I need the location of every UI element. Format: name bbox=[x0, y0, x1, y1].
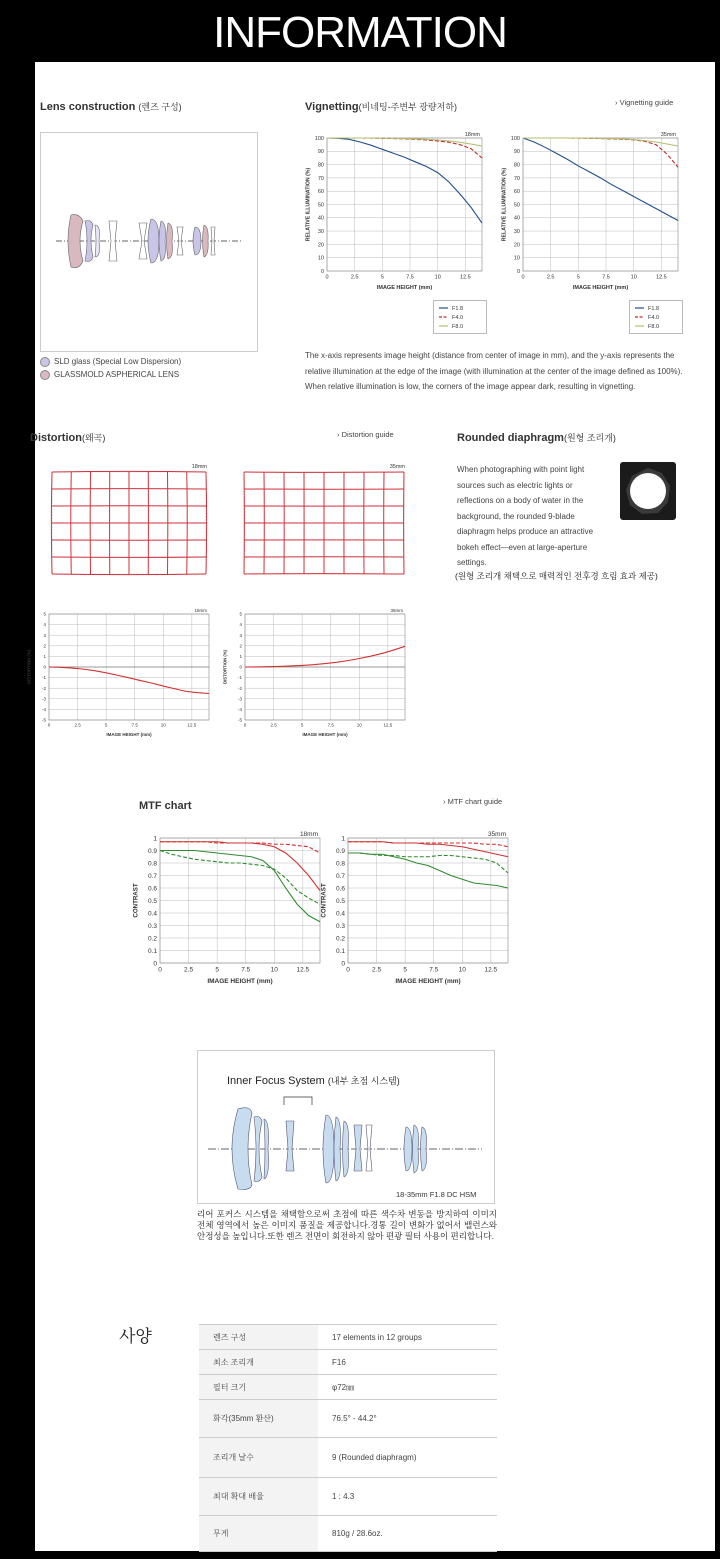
series-line-1 bbox=[327, 138, 482, 158]
y-tick-label: 60 bbox=[317, 189, 324, 196]
y-tick-label: 0.5 bbox=[335, 897, 345, 905]
x-axis-label: IMAGE HEIGHT (mm) bbox=[106, 732, 152, 737]
x-tick-label: 2.5 bbox=[372, 966, 382, 974]
x-tick-label: 10 bbox=[630, 274, 637, 281]
x-tick-label: 2.5 bbox=[546, 274, 555, 281]
lens-construction-heading bbox=[40, 100, 182, 113]
y-axis-label: RELATIVE ILLUMINATION (%) bbox=[501, 167, 508, 242]
vignetting-legend-35mm bbox=[629, 300, 683, 334]
x-tick-label: 12.5 bbox=[484, 966, 498, 974]
y-tick-label: 0 bbox=[341, 960, 345, 968]
grid-label: 18mm bbox=[191, 464, 207, 470]
inner-focus-description: 리어 포커스 시스템을 채택함으로써 초점에 따른 색수차 변동을 방지하여 이미지 전체 영역에서 높은 이미지 품질을 제공합니다.경통 길이 변화가 없어서 밸런스와 안정성을 높입니다.또한 렌즈 전면이 회전하지 않아 편광 필터 사용이 편리합니다. bbox=[197, 1209, 497, 1241]
distortion-guide-link[interactable]: › Distortion guide bbox=[337, 430, 394, 439]
grid-label: 35mm bbox=[389, 464, 405, 470]
x-axis-label: IMAGE HEIGHT (mm) bbox=[302, 732, 348, 737]
y-tick-label: -4 bbox=[237, 706, 242, 712]
legend-label: F8.0 bbox=[452, 324, 464, 330]
glassmold-swatch-icon bbox=[40, 370, 50, 380]
y-tick-label: 2 bbox=[43, 643, 46, 649]
vignetting-legend-18mm bbox=[433, 300, 487, 334]
inner-focus-heading bbox=[227, 1074, 400, 1087]
x-tick-label: 10 bbox=[270, 966, 278, 974]
chart-title: 35mm bbox=[390, 608, 403, 613]
diaphragm-korean-note: (원형 조리개 채택으로 매력적인 전후경 흐림 효과 제공) bbox=[455, 571, 658, 581]
aperture-icon bbox=[620, 462, 676, 520]
spec-row: 최대 확대 배율 1 : 4.3 bbox=[199, 1478, 497, 1516]
mtf-title: MTF chart bbox=[139, 800, 192, 812]
y-tick-label: 5 bbox=[239, 611, 242, 617]
lens-legend bbox=[40, 355, 181, 381]
x-tick-label: 7.5 bbox=[429, 966, 439, 974]
y-tick-label: 0.8 bbox=[147, 860, 157, 868]
x-axis-label: IMAGE HEIGHT (mm) bbox=[395, 978, 461, 985]
y-tick-label: 0.2 bbox=[147, 935, 157, 943]
y-tick-label: 0 bbox=[43, 664, 46, 670]
legend-entries bbox=[434, 301, 486, 333]
chart-title: 18mm bbox=[194, 608, 207, 613]
y-tick-label: 40 bbox=[317, 215, 324, 222]
legend-label: F8.0 bbox=[648, 324, 660, 330]
series-line-2 bbox=[348, 853, 508, 888]
y-tick-label: 0 bbox=[153, 960, 157, 968]
x-tick-label: 2.5 bbox=[270, 722, 277, 728]
legend-label: F4.0 bbox=[648, 315, 660, 321]
diaphragm-description: When photographing with point light sources such as electric lights or reflections on a body of water in the background, the rounded 9-blade diaphragm helps produce an attractive bokeh effect—even at large-aperture settings. bbox=[457, 465, 594, 567]
y-axis-label: DISTORTION (%) bbox=[222, 649, 228, 685]
x-tick-label: 12.5 bbox=[656, 274, 667, 281]
y-tick-label: 0.3 bbox=[147, 922, 157, 930]
y-tick-label: 1 bbox=[43, 653, 46, 659]
x-tick-label: 0 bbox=[346, 966, 350, 974]
y-tick-label: 0.6 bbox=[335, 885, 345, 893]
vignetting-chart-18mm bbox=[303, 128, 489, 296]
y-tick-label: 60 bbox=[513, 189, 520, 196]
series-line-0 bbox=[523, 138, 678, 220]
mtf-chart-35mm bbox=[318, 828, 514, 988]
y-tick-label: -2 bbox=[237, 685, 242, 691]
aperture-photo bbox=[620, 462, 676, 520]
y-tick-label: 0.1 bbox=[335, 947, 345, 955]
y-tick-label: 0.4 bbox=[335, 910, 345, 918]
x-tick-label: 5 bbox=[403, 966, 407, 974]
y-tick-label: 40 bbox=[513, 215, 520, 222]
distortion-subtitle: (왜곡) bbox=[81, 433, 106, 443]
inner-focus-model: 18-35mm F1.8 DC HSM bbox=[396, 1190, 477, 1199]
y-tick-label: 0.9 bbox=[147, 847, 157, 855]
y-tick-label: 0.2 bbox=[335, 935, 345, 943]
series-line-1 bbox=[160, 842, 320, 853]
distortion-heading bbox=[30, 431, 105, 444]
spec-row: 조리개 날수 9 (Rounded diaphragm) bbox=[199, 1438, 497, 1478]
y-tick-label: 20 bbox=[513, 242, 520, 249]
x-tick-label: 0 bbox=[325, 274, 329, 281]
inner-focus-diagram bbox=[198, 1091, 494, 1191]
y-tick-label: 90 bbox=[513, 149, 520, 156]
x-tick-label: 7.5 bbox=[131, 722, 138, 728]
x-tick-label: 7.5 bbox=[406, 274, 414, 281]
series-line-0 bbox=[49, 667, 209, 694]
grid-line-vertical bbox=[51, 472, 52, 574]
y-tick-label: -1 bbox=[41, 675, 46, 681]
page-header-title: INFORMATION bbox=[0, 0, 720, 62]
x-tick-label: 7.5 bbox=[327, 722, 334, 728]
y-tick-label: 100 bbox=[510, 135, 520, 142]
lens-diagram-box bbox=[40, 132, 258, 352]
x-tick-label: 5 bbox=[300, 722, 304, 728]
spec-row: 렌즈 구성 17 elements in 12 groups bbox=[199, 1325, 497, 1350]
distortion-grid-35mm bbox=[242, 460, 408, 578]
x-tick-label: 2.5 bbox=[74, 722, 81, 728]
x-axis-label: IMAGE HEIGHT (mm) bbox=[207, 978, 273, 985]
x-tick-label: 2.5 bbox=[350, 274, 359, 281]
y-tick-label: 70 bbox=[317, 175, 324, 182]
y-tick-label: 0 bbox=[516, 268, 520, 275]
y-tick-label: 0 bbox=[320, 268, 324, 275]
y-tick-label: 0.9 bbox=[335, 847, 345, 855]
x-axis-label: IMAGE HEIGHT (mm) bbox=[376, 285, 433, 291]
mtf-chart-18mm bbox=[130, 828, 326, 988]
inner-focus-title: Inner Focus System bbox=[227, 1075, 325, 1087]
y-tick-label: -1 bbox=[237, 675, 242, 681]
y-tick-label: 0 bbox=[239, 664, 242, 670]
distortion-title: Distortion bbox=[30, 432, 82, 444]
series-line-0 bbox=[160, 842, 320, 891]
chart-title: 35mm bbox=[487, 831, 506, 838]
x-tick-label: 10 bbox=[434, 274, 441, 281]
x-tick-label: 12.5 bbox=[187, 722, 197, 728]
y-tick-label: 0.4 bbox=[147, 910, 157, 918]
y-tick-label: 3 bbox=[43, 632, 46, 638]
y-axis-label: DISTORTION (%) bbox=[26, 649, 32, 685]
y-axis-label: RELATIVE ILLUMINATION (%) bbox=[305, 167, 312, 242]
y-tick-label: -2 bbox=[41, 685, 46, 691]
y-tick-label: 100 bbox=[314, 135, 324, 142]
chart-title: 18mm bbox=[299, 831, 318, 838]
x-tick-label: 0 bbox=[243, 722, 247, 728]
vignetting-heading bbox=[305, 100, 457, 113]
x-tick-label: 12.5 bbox=[460, 274, 471, 281]
inner-focus-subtitle: (내부 초점 시스템) bbox=[327, 1076, 400, 1086]
distortion-grid-18mm bbox=[50, 460, 210, 578]
x-tick-label: 10 bbox=[160, 722, 166, 728]
grid-line-horizontal bbox=[52, 471, 206, 472]
x-tick-label: 12.5 bbox=[296, 966, 310, 974]
y-tick-label: 0.7 bbox=[335, 872, 345, 880]
legend-label: F1.8 bbox=[452, 306, 464, 312]
y-tick-label: 5 bbox=[43, 611, 46, 617]
x-tick-label: 12.5 bbox=[383, 722, 393, 728]
chart-title: 18mm bbox=[464, 132, 480, 138]
lens-legend-sld: SLD glass (Special Low Dispersion) bbox=[40, 355, 181, 368]
spec-row: 화각(35mm 환산) 76.5° - 44.2° bbox=[199, 1400, 497, 1438]
diaphragm-subtitle: (원형 조리개) bbox=[563, 433, 616, 443]
y-tick-label: 0.8 bbox=[335, 860, 345, 868]
y-tick-label: -5 bbox=[41, 717, 46, 723]
legend-entries bbox=[630, 301, 682, 333]
x-tick-label: 7.5 bbox=[241, 966, 251, 974]
y-axis-label: CONTRAST bbox=[132, 883, 140, 918]
y-tick-label: 80 bbox=[513, 162, 520, 169]
y-tick-label: 2 bbox=[239, 643, 242, 649]
mtf-guide-link[interactable]: › MTF chart guide bbox=[443, 797, 502, 806]
y-tick-label: 30 bbox=[513, 229, 520, 236]
y-tick-label: 20 bbox=[317, 242, 324, 249]
diaphragm-title: Rounded diaphragm bbox=[457, 432, 564, 444]
sld-glass-swatch-icon bbox=[40, 357, 50, 367]
x-tick-label: 10 bbox=[356, 722, 362, 728]
y-tick-label: 80 bbox=[317, 162, 324, 169]
spec-row: 필터 크기 φ72㎜ bbox=[199, 1375, 497, 1400]
vignetting-description: The x-axis represents image height (distance from center of image in mm), and the y-axis represents the relative illumination at the edge of the image (with illumination at the center of the image defined as 100%). When relative illumination is low, the corners of the image appear dark, resulting in vignetting. bbox=[305, 351, 683, 391]
y-tick-label: 50 bbox=[317, 202, 324, 209]
y-tick-label: 1 bbox=[153, 835, 157, 843]
y-tick-label: -3 bbox=[237, 696, 242, 702]
x-tick-label: 2.5 bbox=[184, 966, 194, 974]
x-tick-label: 5 bbox=[380, 274, 384, 281]
lens-construction-title: Lens construction bbox=[40, 101, 136, 113]
y-tick-label: 50 bbox=[513, 202, 520, 209]
legend-label: F4.0 bbox=[452, 315, 464, 321]
x-tick-label: 10 bbox=[458, 966, 466, 974]
vignetting-title: Vignetting bbox=[305, 101, 359, 113]
x-axis-label: IMAGE HEIGHT (mm) bbox=[572, 285, 629, 291]
series-line-2 bbox=[160, 851, 320, 922]
spec-title: 사양 bbox=[119, 1327, 152, 1346]
y-tick-label: 0.5 bbox=[147, 897, 157, 905]
x-tick-label: 0 bbox=[521, 274, 525, 281]
y-tick-label: 4 bbox=[239, 622, 242, 628]
y-tick-label: -3 bbox=[41, 696, 46, 702]
y-tick-label: 70 bbox=[513, 175, 520, 182]
x-tick-label: 5 bbox=[104, 722, 108, 728]
y-axis-label: CONTRAST bbox=[320, 883, 328, 918]
y-tick-label: 4 bbox=[43, 622, 46, 628]
series-line-0 bbox=[327, 138, 482, 223]
y-tick-label: 10 bbox=[513, 255, 520, 262]
y-tick-label: 0.6 bbox=[147, 885, 157, 893]
x-tick-label: 0 bbox=[47, 722, 51, 728]
information-panel bbox=[26, 62, 715, 1551]
legend-label: F1.8 bbox=[648, 306, 660, 312]
y-tick-label: 10 bbox=[317, 255, 324, 262]
series-line-3 bbox=[160, 851, 320, 905]
x-tick-label: 7.5 bbox=[602, 274, 610, 281]
y-tick-label: 0.1 bbox=[147, 947, 157, 955]
y-tick-label: 30 bbox=[317, 229, 324, 236]
lens-construction-diagram bbox=[41, 133, 257, 351]
x-tick-label: 5 bbox=[215, 966, 219, 974]
distortion-chart-18mm bbox=[25, 604, 215, 740]
y-tick-label: 3 bbox=[239, 632, 242, 638]
y-tick-label: 1 bbox=[239, 653, 242, 659]
spec-row: 무게 810g / 28.6oz. bbox=[199, 1516, 497, 1552]
inner-focus-box bbox=[197, 1050, 495, 1204]
y-tick-label: -5 bbox=[237, 717, 242, 723]
chart-title: 35mm bbox=[660, 132, 676, 138]
y-tick-label: 0.7 bbox=[147, 872, 157, 880]
x-tick-label: 5 bbox=[576, 274, 580, 281]
spec-row: 최소 조리개 F16 bbox=[199, 1350, 497, 1375]
lens-legend-glassmold: GLASSMOLD ASPHERICAL LENS bbox=[40, 368, 181, 381]
diaphragm-heading bbox=[457, 431, 616, 444]
vignetting-chart-35mm bbox=[499, 128, 685, 296]
lens-construction-subtitle: (렌즈 구성) bbox=[138, 102, 182, 112]
y-tick-label: 90 bbox=[317, 149, 324, 156]
y-tick-label: 1 bbox=[341, 835, 345, 843]
series-line-0 bbox=[245, 646, 405, 667]
x-tick-label: 0 bbox=[158, 966, 162, 974]
y-tick-label: 0.3 bbox=[335, 922, 345, 930]
vignetting-subtitle: (비네팅-주변부 광량저하) bbox=[358, 102, 458, 112]
vignetting-guide-link[interactable]: › Vignetting guide bbox=[615, 98, 673, 107]
y-tick-label: -4 bbox=[41, 706, 46, 712]
spec-table bbox=[199, 1324, 497, 1552]
distortion-chart-35mm bbox=[221, 604, 411, 740]
